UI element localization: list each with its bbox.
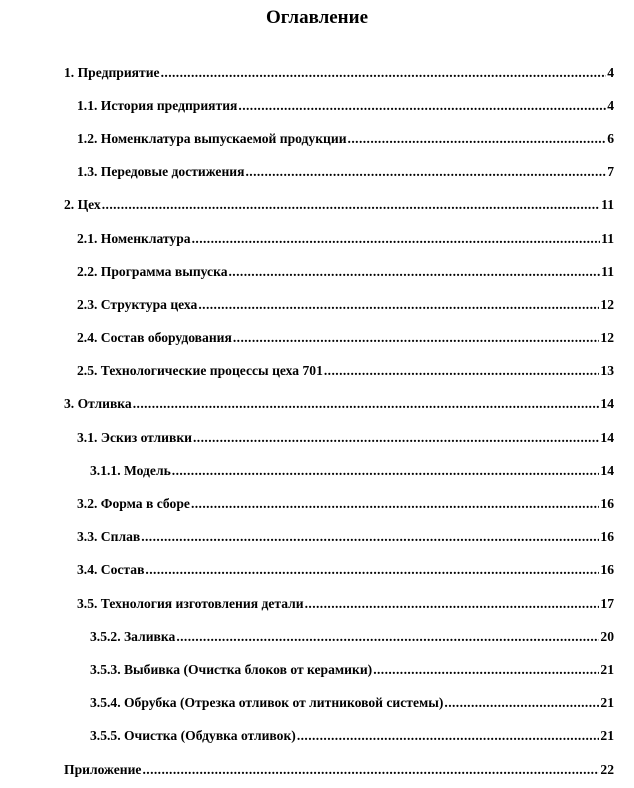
toc-page-number: 14: [600, 462, 614, 478]
toc-leader-dots: [133, 395, 600, 413]
toc-entry-text[interactable]: 3. Отливка: [64, 396, 132, 412]
toc-leader-dots: [141, 528, 599, 546]
toc-entry-text[interactable]: 3.5. Технология изготовления детали: [77, 595, 304, 611]
toc-leader-dots: [348, 130, 607, 148]
toc-entry[interactable]: [0, 521, 634, 554]
toc-page-number: 11: [601, 197, 614, 213]
toc-entry-text[interactable]: 2.1. Номенклатура: [77, 230, 191, 246]
toc-leader-dots: [324, 362, 600, 380]
toc-entry-text[interactable]: 1.2. Номенклатура выпускаемой продукции: [77, 130, 347, 146]
toc-leader-dots: [193, 429, 599, 447]
toc-entry-text[interactable]: 1.1. История предприятия: [77, 97, 238, 113]
toc-leader-dots: [172, 462, 600, 480]
toc-page-number: 4: [607, 64, 614, 80]
toc-leader-dots: [373, 661, 599, 679]
toc-entry-text[interactable]: 2.4. Состав оборудования: [77, 330, 232, 346]
toc-page-number: 13: [600, 363, 614, 379]
toc-page-number: 6: [607, 130, 614, 146]
toc-page-number: 14: [600, 429, 614, 445]
toc-leader-dots: [305, 595, 600, 613]
toc-entry[interactable]: [0, 620, 634, 653]
toc-page-number: 21: [600, 695, 614, 711]
toc-page-number: 4: [607, 97, 614, 113]
toc-list: [0, 56, 634, 786]
toc-entry[interactable]: [0, 288, 634, 321]
toc-leader-dots: [145, 561, 599, 579]
toc-entry-text[interactable]: 2.2. Программа выпуска: [77, 263, 228, 279]
toc-entry-text[interactable]: 3.5.2. Заливка: [90, 628, 176, 644]
toc-page-number: 7: [607, 164, 614, 180]
toc-entry[interactable]: [0, 355, 634, 388]
toc-entry[interactable]: [0, 56, 634, 89]
toc-leader-dots: [176, 628, 599, 646]
toc-page-number: 21: [600, 661, 614, 677]
toc-leader-dots: [233, 329, 600, 347]
toc-entry[interactable]: [0, 156, 634, 189]
toc-leader-dots: [161, 64, 607, 82]
toc-leader-dots: [297, 727, 600, 745]
toc-leader-dots: [229, 263, 601, 281]
toc-page-number: 12: [600, 330, 614, 346]
toc-entry[interactable]: [0, 222, 634, 255]
toc-entry-text[interactable]: 2.3. Структура цеха: [77, 296, 198, 312]
toc-page-number: 20: [600, 628, 614, 644]
toc-entry-text[interactable]: 3.5.3. Выбивка (Очистка блоков от керамики): [90, 661, 373, 677]
toc-entry-text[interactable]: 3.5.4. Обрубка (Отрезка отливок от литниковой системы): [90, 695, 444, 711]
toc-leader-dots: [142, 761, 599, 779]
toc-entry[interactable]: [0, 454, 634, 487]
toc-entry[interactable]: [0, 388, 634, 421]
toc-leader-dots: [245, 163, 606, 181]
toc-leader-dots: [192, 230, 601, 248]
page-title: Оглавление: [265, 7, 369, 28]
toc-entry-text[interactable]: 2.5. Технологические процессы цеха 701: [77, 363, 323, 379]
toc-entry[interactable]: [0, 753, 634, 786]
toc-entry[interactable]: [0, 720, 634, 753]
toc-page-number: 11: [601, 230, 614, 246]
toc-entry-text[interactable]: 3.5.5. Очистка (Обдувка отливок): [90, 728, 296, 744]
toc-leader-dots: [191, 495, 599, 513]
toc-entry[interactable]: [0, 421, 634, 454]
toc-entry[interactable]: [0, 653, 634, 686]
toc-entry[interactable]: [0, 89, 634, 122]
toc-page-number: 22: [600, 761, 614, 777]
toc-entry[interactable]: [0, 554, 634, 587]
toc-page-number: 16: [600, 562, 614, 578]
toc-leader-dots: [102, 196, 600, 214]
toc-leader-dots: [238, 97, 606, 115]
toc-leader-dots: [444, 694, 599, 712]
toc-entry[interactable]: [0, 189, 634, 222]
toc-entry[interactable]: [0, 487, 634, 520]
toc-entry[interactable]: [0, 122, 634, 155]
toc-entry-text[interactable]: 3.2. Форма в сборе: [77, 496, 190, 512]
toc-entry[interactable]: [0, 687, 634, 720]
toc-page-number: 12: [600, 296, 614, 312]
toc-entry-text[interactable]: 1.3. Передовые достижения: [77, 164, 245, 180]
toc-page-number: 11: [601, 263, 614, 279]
toc-entry-text[interactable]: 3.4. Состав: [77, 562, 145, 578]
toc-entry[interactable]: [0, 255, 634, 288]
toc-entry[interactable]: [0, 322, 634, 355]
toc-page-number: 17: [600, 595, 614, 611]
toc-page-number: 21: [600, 728, 614, 744]
toc-page-number: 14: [600, 396, 614, 412]
toc-entry-text[interactable]: Приложение: [64, 761, 142, 777]
toc-entry-text[interactable]: 3.1. Эскиз отливки: [77, 429, 192, 445]
toc-entry-text[interactable]: 1. Предприятие: [64, 64, 160, 80]
toc-entry-text[interactable]: 3.3. Сплав: [77, 529, 141, 545]
toc-entry[interactable]: [0, 587, 634, 620]
toc-leader-dots: [198, 296, 599, 314]
toc-page-number: 16: [600, 529, 614, 545]
toc-page-number: 16: [600, 496, 614, 512]
toc-entry-text[interactable]: 3.1.1. Модель: [90, 462, 171, 478]
toc-entry-text[interactable]: 2. Цех: [64, 197, 101, 213]
